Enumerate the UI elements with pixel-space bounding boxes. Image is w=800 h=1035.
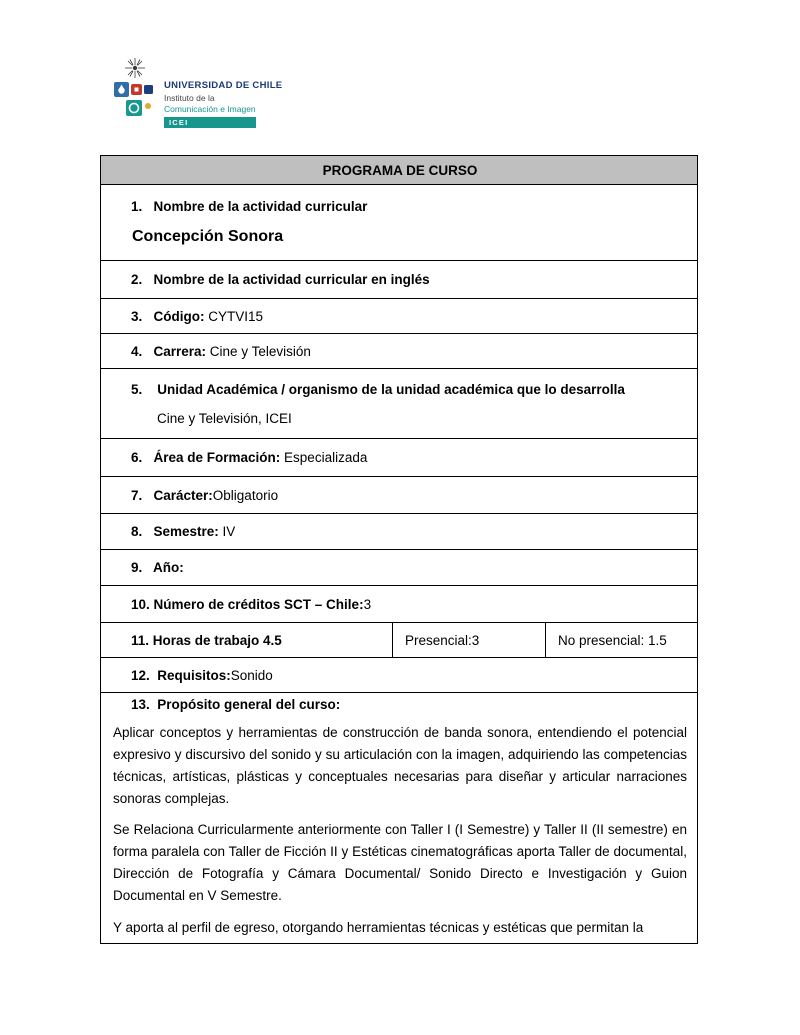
table-header: PROGRAMA DE CURSO	[101, 156, 698, 185]
purpose-paragraph: Aplicar conceptos y herramientas de construcción de banda sonora, entendiendo el potencial expresivo y discursivo del sonido y su articulación con la imagen, adquiriendo las competencias técnicas, artísticas, plásticas y conceptuales necesarias para diseñar y articular narraciones sonoras complejas.	[113, 725, 688, 806]
table-row	[101, 334, 698, 369]
logo-institute-line-2: Comunicación e Imagen	[164, 104, 256, 114]
field-work-hours	[101, 623, 393, 658]
field-course-name	[101, 185, 698, 261]
field-value: CYTVI15	[204, 308, 264, 324]
field-label: 11. Horas de trabajo 4.5	[131, 632, 282, 648]
field-value: Sonido	[230, 667, 273, 683]
university-logo	[112, 56, 282, 130]
table-row	[101, 623, 698, 658]
table-row	[101, 439, 698, 477]
field-value: 3	[363, 596, 372, 612]
field-value: Especializada	[280, 450, 368, 465]
table-row	[101, 299, 698, 334]
field-non-presential-hours	[546, 623, 698, 658]
field-character	[101, 477, 698, 514]
field-course-name-english	[101, 261, 698, 299]
field-requirements	[101, 658, 698, 693]
field-sct-credits	[101, 586, 698, 623]
table-row	[101, 658, 698, 693]
field-code	[101, 299, 698, 334]
field-value: No presencial: 1.5	[558, 632, 667, 648]
field-label: 3. Código:	[131, 308, 205, 324]
table-row	[101, 693, 698, 944]
field-label: 6. Área de Formación:	[131, 450, 281, 465]
field-semester	[101, 514, 698, 550]
course-program-table	[100, 155, 698, 944]
table-row	[101, 586, 698, 623]
field-label: 10. Número de créditos SCT – Chile:	[131, 596, 364, 612]
field-value: IV	[218, 524, 236, 539]
logo-acronym-badge: ICEI	[164, 117, 256, 128]
field-presential-hours	[393, 623, 546, 658]
field-career	[101, 334, 698, 369]
table-row	[101, 514, 698, 550]
field-academic-unit	[101, 369, 698, 439]
field-label: 8. Semestre:	[131, 524, 219, 539]
field-label: 13. Propósito general del curso:	[131, 697, 341, 712]
university-emblem-icon	[112, 56, 158, 130]
table-row	[101, 550, 698, 586]
field-year	[101, 550, 698, 586]
field-label: 7. Carácter:	[131, 487, 213, 503]
field-value: Cine y Televisión	[206, 343, 311, 359]
field-label: 12. Requisitos:	[131, 667, 231, 683]
field-label: 4. Carrera:	[131, 343, 207, 359]
field-label: 2. Nombre de la actividad curricular en inglés	[131, 272, 430, 287]
table-row	[101, 156, 698, 185]
table-row	[101, 369, 698, 439]
logo-text-block	[164, 80, 282, 128]
field-value: Obligatorio	[212, 487, 279, 503]
course-title: Concepción Sonora	[132, 228, 284, 245]
field-value: Presencial:3	[405, 632, 480, 648]
field-label: 1. Nombre de la actividad curricular	[131, 199, 368, 214]
purpose-paragraph: Se Relaciona Curricularmente anteriormente con Taller I (I Semestre) y Taller II (II semestre) en forma paralela con Taller de Ficción II y Estéticas cinematográficas aporta Taller de documental, Dirección de Fotografía y Cámara Documental/ Sonido Directo e Investigación y Guion Documental en V Semestre.	[113, 822, 688, 904]
field-value: Cine y Televisión, ICEI	[157, 410, 292, 426]
logo-institute-line-1: Instituto de la	[164, 92, 215, 103]
field-formation-area	[101, 439, 698, 477]
purpose-paragraph: Y aporta al perfil de egreso, otorgando herramientas técnicas y estéticas que permitan la	[113, 919, 644, 935]
field-label: 9. Año:	[131, 560, 184, 575]
purpose-text-block	[113, 722, 687, 939]
table-row	[101, 185, 698, 261]
field-label: 5. Unidad Académica / organismo de la unidad académica que lo desarrolla	[131, 381, 625, 397]
table-row	[101, 477, 698, 514]
logo-university-name: UNIVERSIDAD DE CHILE	[164, 80, 283, 91]
table-row	[101, 261, 698, 299]
field-course-purpose	[101, 693, 698, 944]
